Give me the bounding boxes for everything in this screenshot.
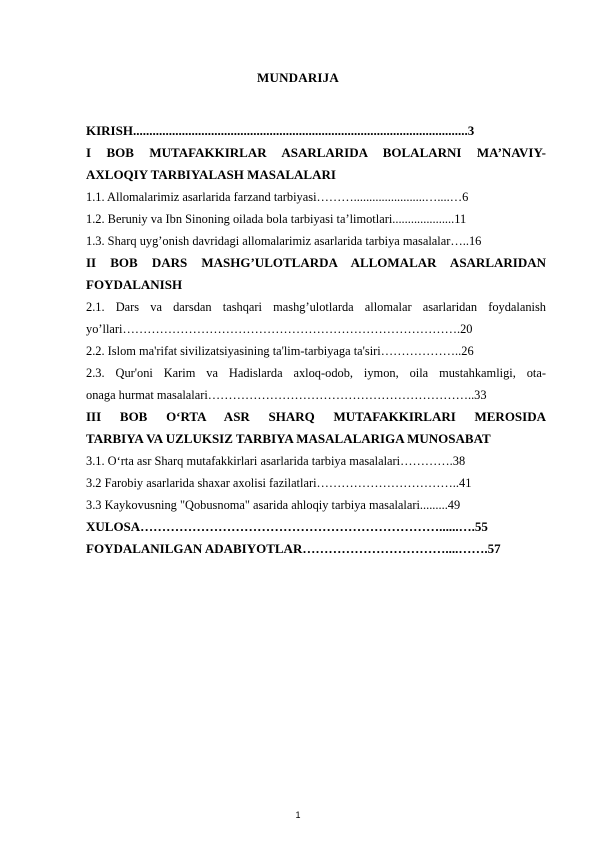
toc-chapter-3-heading-line-2: TARBIYA VA UZLUKSIZ TARBIYA MASALALARIGA MUNOSABAT [86,431,491,446]
toc-chapter-3-heading-line-1: III BOB O‘RTA ASR SHARQ MUTAFAKKIRLARI MEROSIDA [86,409,546,424]
toc-section-3-1: 3.1. O‘rta asr Sharq mutafakkirlari asarlarida tarbiya masalalari………….38 [86,454,466,468]
toc-chapter-1-heading-line-2: AXLOQIY TARBIYALASH MASALALARI [86,167,336,182]
toc-section-2-1-line-1: 2.1. Dars va darsdan tashqari mashg’ulotlarda allomalar asarlaridan foydalanish [86,300,546,314]
toc-section-1-3: 1.3. Sharq uyg’onish davridagi allomalarimiz asarlarida tarbiya masalalar…..16 [86,234,482,248]
toc-section-3-3: 3.3 Kaykovusning "Qobusnoma" asarida ahloqiy tarbiya masalalari.........49 [86,498,461,512]
page-title: MUNDARIJA [257,70,339,85]
toc-entry-xulosa: XULOSA……………………………………………………………......….55 [86,519,488,534]
toc-section-2-2: 2.2. Islom ma'rifat sivilizatsiyasining ta'lim-tarbiyaga ta'siri………………..26 [86,344,474,358]
toc-entry-adabiyotlar: FOYDALANILGAN ADABIYOTLAR……………………………....…….57 [86,541,501,556]
toc-section-2-3-line-1: 2.3. Qur'oni Karim va Hadislarda axloq-odob, iymon, oila mustahkamligi, ota- [86,366,546,380]
toc-section-2-1-line-2: yo’llari……………………………………………………………………….20 [86,322,473,336]
page-number: 1 [295,810,301,820]
table-of-contents [86,120,546,560]
toc-section-2-3-line-2: onaga hurmat masalalari………………………………………………………..33 [86,388,487,402]
toc-section-3-2: 3.2 Farobiy asarlarida shaxar axolisi fazilatlari……………………………..41 [86,476,472,490]
toc-section-1-2: 1.2. Beruniy va Ibn Sinoning oilada bola tarbiyasi ta’limotlari....................11 [86,212,467,226]
toc-chapter-2-heading-line-2: FOYDALANISH [86,277,183,292]
toc-chapter-1-heading-line-1: I BOB MUTAFAKKIRLAR ASARLARIDA BOLALARNI MA’NAVIY- [86,145,546,160]
toc-section-1-1: 1.1. Allomalarimiz asarlarida farzand tarbiyasi……….......................…....…6 [86,190,469,204]
toc-chapter-2-heading-line-1: II BOB DARS MASHG’ULOTLARDA ALLOMALAR ASARLARIDAN [86,255,546,270]
toc-entry-kirish: KIRISH.......................................................................................................3 [86,123,475,138]
